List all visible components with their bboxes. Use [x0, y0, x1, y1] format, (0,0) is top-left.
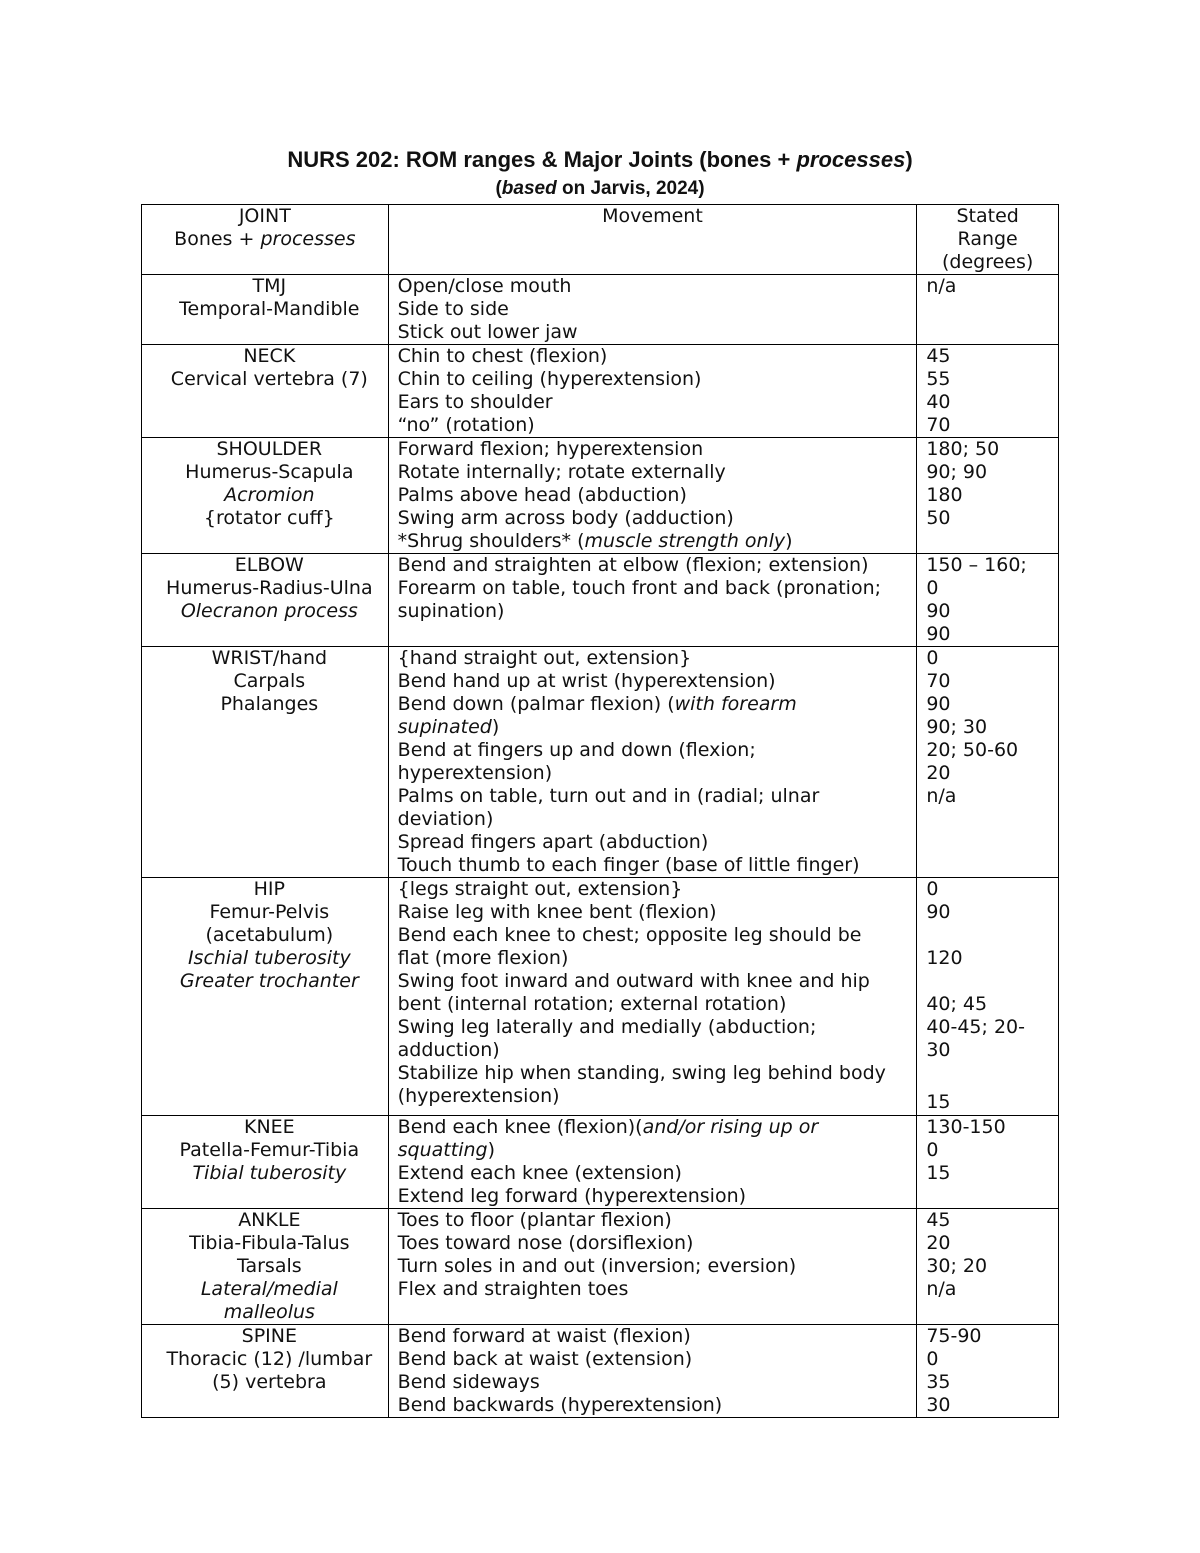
header-movement: Movement [388, 205, 917, 275]
table-row [142, 878, 1059, 1116]
table-row [142, 1209, 1059, 1325]
movement-cell: Toes to floor (plantar flexion) Toes toward nose (dorsiflexion) Turn soles in and out (inversion; eversion) Flex and straighten toes [388, 1209, 917, 1325]
range-cell: 45 20 30; 20 n/a [917, 1209, 1059, 1325]
table-row [142, 275, 1059, 345]
joint-cell: WRIST/hand Carpals Phalanges [142, 647, 389, 878]
joint-cell: ANKLE Tibia-Fibula-Talus Tarsals Lateral/medial malleolus [142, 1209, 389, 1325]
joint-cell: KNEE Patella-Femur-Tibia Tibial tuberosity [142, 1116, 389, 1209]
movement-cell: {hand straight out, extension} Bend hand up at wrist (hyperextension) Bend down (palmar flexion) (with forearm supinated) Bend at fingers up and down (flexion; hyperextension) Palms on table, turn out and in (radial; ulnar deviation) Spread fingers apart (abduction) Touch thumb to each finger (base of little finger) [388, 647, 917, 878]
table-header-row [142, 205, 1059, 275]
header-range: Stated Range (degrees) [917, 205, 1059, 275]
table-row [142, 647, 1059, 878]
movement-cell: Open/close mouth Side to side Stick out lower jaw [388, 275, 917, 345]
range-cell: 0 90 120 40; 45 40-45; 20- 30 15 [917, 878, 1059, 1116]
joint-cell: ELBOW Humerus-Radius-Ulna Olecranon process [142, 554, 389, 647]
range-cell: 75-90 0 35 30 [917, 1325, 1059, 1418]
joint-cell: SPINE Thoracic (12) /lumbar (5) vertebra [142, 1325, 389, 1418]
table-row [142, 1325, 1059, 1418]
joint-cell: TMJ Temporal-Mandible [142, 275, 389, 345]
page-title: NURS 202: ROM ranges & Major Joints (bones + processes) [287, 147, 913, 172]
range-cell: 150 – 160; 0 90 90 [917, 554, 1059, 647]
table-row [142, 554, 1059, 647]
movement-cell: Bend and straighten at elbow (flexion; extension) Forearm on table, touch front and back (pronation; supination) [388, 554, 917, 647]
movement-cell: Forward flexion; hyperextension Rotate internally; rotate externally Palms above head (abduction) Swing arm across body (adduction) *Shrug shoulders* (muscle strength only) [388, 438, 917, 554]
table-row [142, 1116, 1059, 1209]
range-cell: 130-150 0 15 [917, 1116, 1059, 1209]
joint-cell: SHOULDER Humerus-Scapula Acromion {rotator cuff} [142, 438, 389, 554]
joint-cell: HIP Femur-Pelvis (acetabulum) Ischial tuberosity Greater trochanter [142, 878, 389, 1116]
movement-cell: Bend each knee (flexion)(and/or rising up or squatting) Extend each knee (extension) Extend leg forward (hyperextension) [388, 1116, 917, 1209]
range-cell: 45 55 40 70 [917, 345, 1059, 438]
page-subtitle: (based on Jarvis, 2024) [495, 178, 705, 199]
movement-cell: {legs straight out, extension} Raise leg with knee bent (flexion) Bend each knee to chest; opposite leg should be flat (more flexion) Swing foot inward and outward with knee and hip bent (internal rotation; external rotation) Swing leg laterally and medially (abduction; adduction) Stabilize hip when standing, swing leg behind body (hyperextension) [388, 878, 917, 1116]
table-row [142, 438, 1059, 554]
movement-cell: Bend forward at waist (flexion) Bend back at waist (extension) Bend sideways Bend backwards (hyperextension) [388, 1325, 917, 1418]
rom-table [141, 204, 1059, 1418]
movement-cell: Chin to chest (flexion) Chin to ceiling (hyperextension) Ears to shoulder “no” (rotation) [388, 345, 917, 438]
range-cell: n/a [917, 275, 1059, 345]
range-cell: 0 70 90 90; 30 20; 50-60 20 n/a [917, 647, 1059, 878]
table-row [142, 345, 1059, 438]
range-cell: 180; 50 90; 90 180 50 [917, 438, 1059, 554]
joint-cell: NECK Cervical vertebra (7) [142, 345, 389, 438]
header-joint: JOINT Bones + processes [142, 205, 389, 275]
